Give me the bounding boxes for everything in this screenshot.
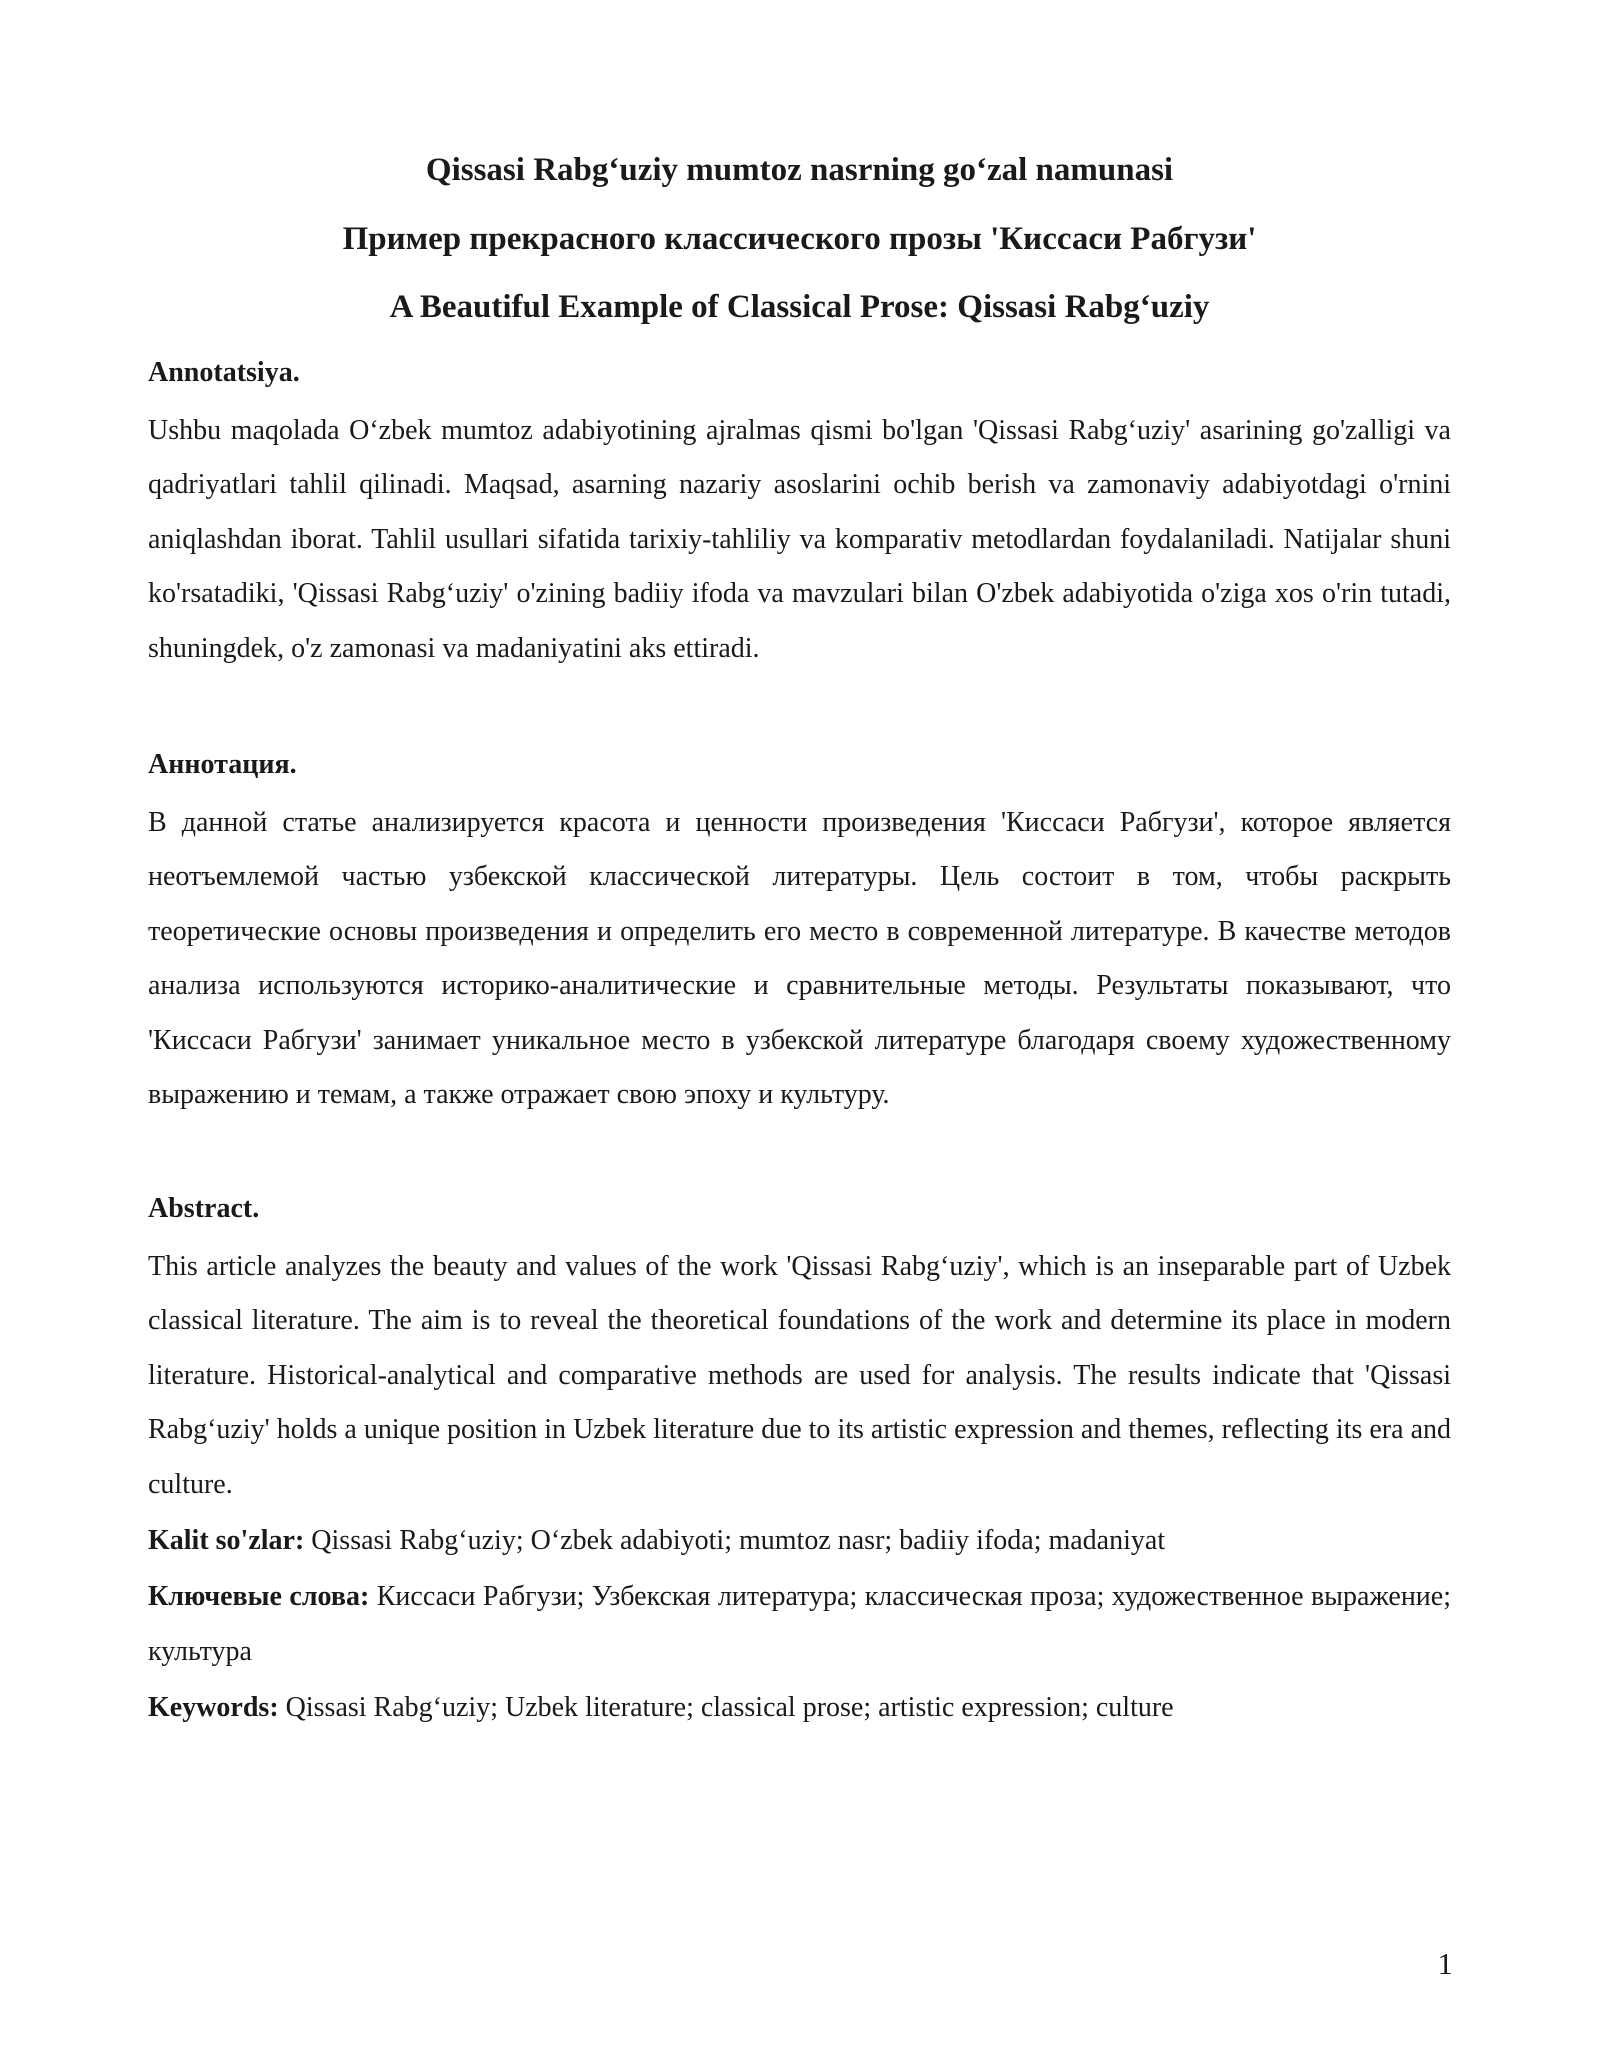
title-uzbek: Qissasi Rabg‘uziy mumtoz nasrning go‘zal namunasi	[425, 152, 1174, 188]
keywords-russian-text: Киссаси Рабгузи; Узбекская литература; классическая проза; художественное выражение; культура	[148, 1581, 1451, 1667]
abstract-russian-heading: Аннотация.	[148, 749, 297, 780]
keywords-uzbek-label: Kalit so'zlar:	[148, 1525, 305, 1556]
abstract-uzbek-text: Ushbu maqolada O‘zbek mumtoz adabiyotining ajralmas qismi bo'lgan 'Qissasi Rabg‘uziy' asarining go'zalligi va qadriyatlari tahlil qilinadi. Maqsad, asarning nazariy asoslarini ochib berish va zamonaviy adabiyotdagi o'rnini aniqlashdan iborat. Tahlil usullari sifatida tarixiy-tahliliy va komparativ metodlardan foydalaniladi. Natijalar shuni ko'rsatadiki, 'Qissasi Rabg‘uziy' o'zining badiiy ifoda va mavzulari bilan O'zbek adabiyotida o'ziga xos o'rin tutadi, shuningdek, o'z zamonasi va madaniyatini aks ettiradi.	[148, 415, 1451, 664]
keywords-russian	[148, 1570, 1451, 1679]
abstract-english-text: This article analyzes the beauty and values of the work 'Qissasi Rabg‘uziy', which is an inseparable part of Uzbek classical literature. The aim is to reveal the theoretical foundations of the work and determine its place in modern literature. Historical-analytical and comparative methods are used for analysis. The results indicate that 'Qissasi Rabg‘uziy' holds a unique position in Uzbek literature due to its artistic expression and themes, reflecting its era and culture.	[148, 1251, 1451, 1500]
keywords-section	[148, 1514, 1451, 1736]
keywords-uzbek-text: Qissasi Rabg‘uziy; O‘zbek adabiyoti; mumtoz nasr; badiiy ifoda; madaniyat	[304, 1525, 1166, 1556]
abstract-uzbek-heading: Annotatsiya.	[148, 357, 300, 388]
keywords-russian-label: Ключевые слова:	[148, 1581, 370, 1613]
abstract-russian-section	[148, 748, 1451, 1122]
keywords-english-text: Qissasi Rabg‘uziy; Uzbek literature; classical prose; artistic expression; culture	[278, 1692, 1174, 1724]
title-english: A Beautiful Example of Classical Prose: Qissasi Rabg‘uziy	[389, 289, 1210, 325]
abstract-english-section	[148, 1192, 1451, 1512]
keywords-uzbek	[148, 1514, 1451, 1568]
abstract-uzbek-section	[148, 356, 1451, 676]
abstract-english-heading: Abstract.	[148, 1193, 260, 1224]
abstract-russian-text: В данной статье анализируется красота и ценности произведения 'Киссаси Рабгузи', которое является неотъемлемой частью узбекской классической литературы. Цель состоит в том, чтобы раскрыть теоретические основы произведения и определить его место в современной литературе. В качестве методов анализа используются историко-аналитические и сравнительные методы. Результаты показывают, что 'Киссаси Рабгузи' занимает уникальное место в узбекской литературе благодаря своему художественному выражению и темам, а также отражает свою эпоху и культуру.	[148, 807, 1451, 1111]
keywords-english-label: Keywords:	[148, 1692, 279, 1724]
keywords-english	[148, 1681, 1451, 1735]
page-number: 1	[1437, 1946, 1453, 1981]
title-russian: Пример прекрасного классического прозы 'Киссаси Рабгузи'	[342, 221, 1257, 257]
